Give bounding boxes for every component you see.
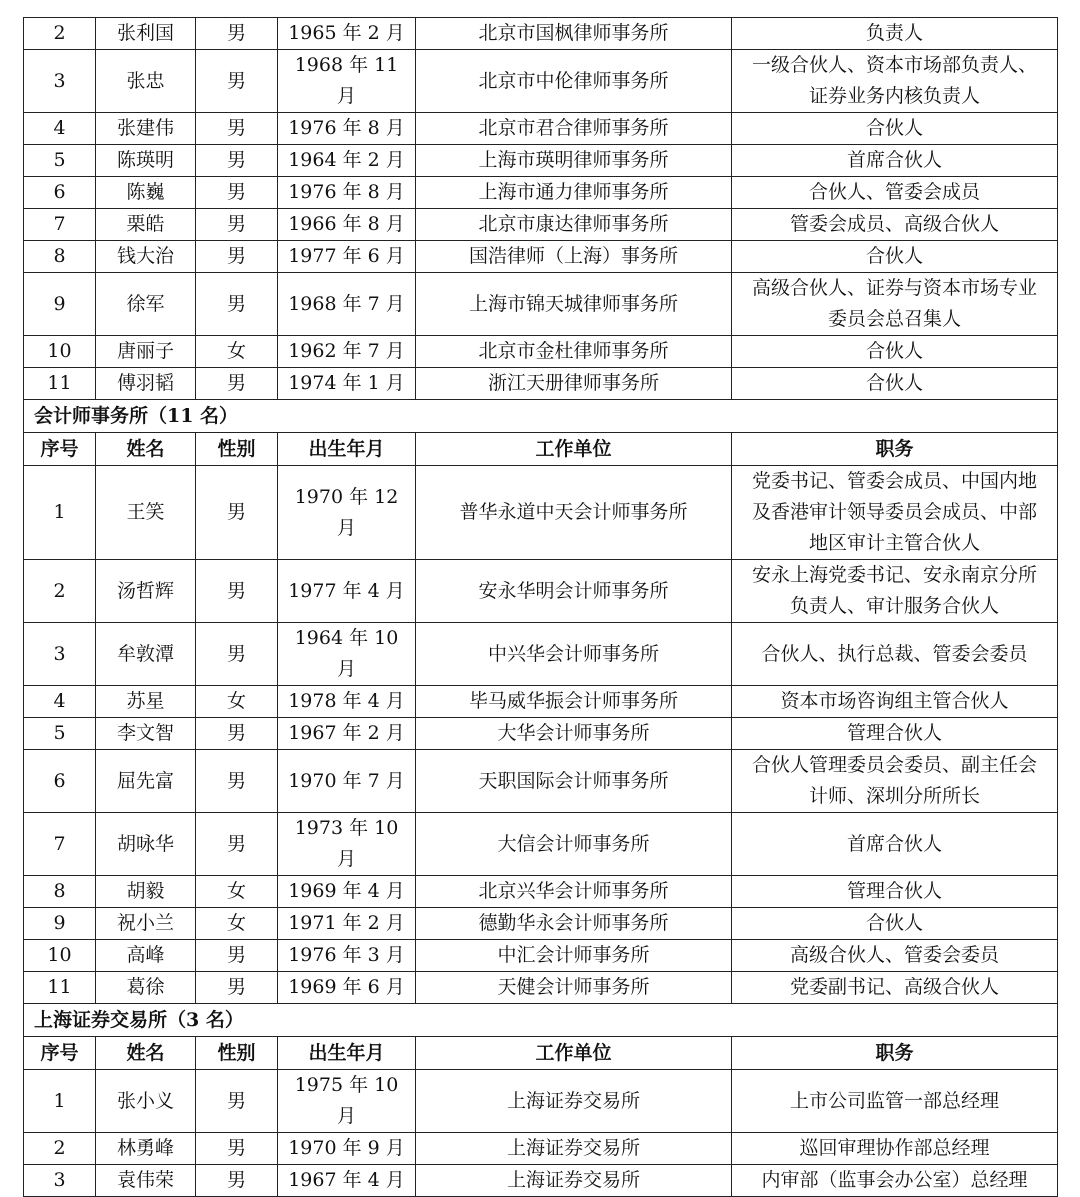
cell-name: 唐丽子	[96, 336, 196, 368]
cell-role	[732, 273, 1058, 336]
cell-role	[732, 908, 1058, 940]
cell-index: 2	[24, 1133, 96, 1165]
cell-role	[732, 813, 1058, 876]
role-line: 计师、深圳分所所长	[808, 785, 980, 807]
cell-index: 10	[24, 336, 96, 368]
cell-organization: 上海市瑛明律师事务所	[416, 145, 732, 177]
role-line: 合伙人管理委员会委员、副主任会	[751, 754, 1037, 776]
role-line: 一级合伙人、资本市场部负责人、	[751, 54, 1037, 76]
cell-role	[732, 241, 1058, 273]
cell-birth: 1969 年 6 月	[278, 972, 416, 1004]
cell-name: 傅羽韬	[96, 368, 196, 400]
cell-birth: 1966 年 8 月	[278, 209, 416, 241]
section-title-row	[24, 1004, 1058, 1037]
cell-role	[732, 18, 1058, 50]
cell-name: 王笑	[96, 466, 196, 560]
role-line: 委员会总召集人	[827, 308, 961, 330]
cell-name: 葛徐	[96, 972, 196, 1004]
cell-organization: 普华永道中天会计师事务所	[416, 466, 732, 560]
cell-gender: 男	[196, 750, 278, 813]
cell-index: 9	[24, 273, 96, 336]
cell-birth: 1965 年 2 月	[278, 18, 416, 50]
cell-gender: 男	[196, 623, 278, 686]
role-line: 负责人、审计服务合伙人	[789, 595, 999, 617]
cell-role	[732, 368, 1058, 400]
cell-gender: 男	[196, 368, 278, 400]
cell-index: 3	[24, 50, 96, 113]
cell-name: 钱大治	[96, 241, 196, 273]
cell-role	[732, 1070, 1058, 1133]
cell-index: 8	[24, 876, 96, 908]
cell-gender: 女	[196, 336, 278, 368]
table-row	[24, 1070, 1058, 1133]
role-line: 管委会成员、高级合伙人	[789, 213, 999, 235]
cell-birth: 1976 年 3 月	[278, 940, 416, 972]
table-row	[24, 686, 1058, 718]
role-line: 合伙人	[865, 340, 923, 362]
cell-name: 屈先富	[96, 750, 196, 813]
cell-gender: 女	[196, 876, 278, 908]
cell-index: 5	[24, 145, 96, 177]
cell-organization: 北京市金杜律师事务所	[416, 336, 732, 368]
cell-gender: 男	[196, 1070, 278, 1133]
cell-role	[732, 1165, 1058, 1197]
table-row	[24, 18, 1058, 50]
cell-birth: 1968 年 7 月	[278, 273, 416, 336]
cell-gender: 男	[196, 241, 278, 273]
cell-organization: 国浩律师（上海）事务所	[416, 241, 732, 273]
cell-organization: 毕马威华振会计师事务所	[416, 686, 732, 718]
cell-organization: 上海证券交易所	[416, 1133, 732, 1165]
cell-gender: 男	[196, 718, 278, 750]
role-line: 首席合伙人	[846, 149, 942, 171]
role-line: 内审部（监事会办公室）总经理	[761, 1169, 1028, 1191]
cell-role	[732, 623, 1058, 686]
cell-name: 胡毅	[96, 876, 196, 908]
table-row	[24, 718, 1058, 750]
role-line: 证券业务内核负责人	[808, 85, 980, 107]
cell-gender: 男	[196, 972, 278, 1004]
cell-organization: 上海证券交易所	[416, 1165, 732, 1197]
cell-role	[732, 750, 1058, 813]
cell-role	[732, 113, 1058, 145]
role-line: 首席合伙人	[846, 832, 942, 855]
cell-organization: 北京兴华会计师事务所	[416, 876, 732, 908]
cell-birth: 1968 年 11 月	[278, 50, 416, 113]
table-row	[24, 813, 1058, 876]
column-header-org: 工作单位	[416, 1037, 732, 1070]
role-line: 高级合伙人、证券与资本市场专业	[751, 277, 1037, 299]
cell-index: 5	[24, 718, 96, 750]
cell-index: 2	[24, 560, 96, 623]
section-title-row	[24, 400, 1058, 433]
table-row	[24, 241, 1058, 273]
table-row	[24, 972, 1058, 1004]
cell-index: 3	[24, 1165, 96, 1197]
cell-birth: 1977 年 4 月	[278, 560, 416, 623]
cell-organization: 中汇会计师事务所	[416, 940, 732, 972]
cell-index: 4	[24, 686, 96, 718]
cell-role	[732, 686, 1058, 718]
cell-birth: 1975 年 10 月	[278, 1070, 416, 1133]
role-line: 合伙人	[865, 912, 923, 934]
cell-gender: 男	[196, 813, 278, 876]
cell-name: 祝小兰	[96, 908, 196, 940]
cell-gender: 男	[196, 209, 278, 241]
table-row	[24, 273, 1058, 336]
role-line: 管理合伙人	[846, 722, 942, 744]
column-header-row	[24, 1037, 1058, 1070]
table-row	[24, 466, 1058, 560]
cell-role	[732, 336, 1058, 368]
role-line: 地区审计主管合伙人	[808, 532, 980, 554]
role-line: 党委书记、管委会成员、中国内地	[751, 470, 1037, 492]
table-row	[24, 623, 1058, 686]
table-row	[24, 908, 1058, 940]
cell-index: 10	[24, 940, 96, 972]
role-line: 巡回审理协作部总经理	[799, 1137, 990, 1159]
cell-organization: 天职国际会计师事务所	[416, 750, 732, 813]
cell-name: 袁伟荣	[96, 1165, 196, 1197]
column-header-org: 工作单位	[416, 433, 732, 466]
role-line: 安永上海党委书记、安永南京分所	[751, 564, 1037, 586]
column-header-birth: 出生年月	[278, 1037, 416, 1070]
column-header-name: 姓名	[96, 1037, 196, 1070]
cell-organization: 大信会计师事务所	[416, 813, 732, 876]
cell-organization: 北京市中伦律师事务所	[416, 50, 732, 113]
cell-gender: 女	[196, 908, 278, 940]
cell-name: 苏星	[96, 686, 196, 718]
cell-index: 11	[24, 972, 96, 1004]
cell-gender: 男	[196, 940, 278, 972]
table-row	[24, 1165, 1058, 1197]
cell-gender: 男	[196, 466, 278, 560]
cell-index: 6	[24, 750, 96, 813]
cell-birth: 1976 年 8 月	[278, 113, 416, 145]
cell-gender: 男	[196, 1133, 278, 1165]
column-header-role: 职务	[732, 1037, 1058, 1070]
cell-name: 牟敦潭	[96, 623, 196, 686]
cell-name: 张建伟	[96, 113, 196, 145]
cell-role	[732, 972, 1058, 1004]
table-row	[24, 368, 1058, 400]
cell-name: 陈巍	[96, 177, 196, 209]
cell-name: 胡咏华	[96, 813, 196, 876]
cell-birth: 1962 年 7 月	[278, 336, 416, 368]
table-row	[24, 50, 1058, 113]
cell-birth: 1970 年 12 月	[278, 466, 416, 560]
role-line: 上市公司监管一部总经理	[789, 1089, 999, 1112]
cell-role	[732, 145, 1058, 177]
cell-role	[732, 1133, 1058, 1165]
cell-organization: 大华会计师事务所	[416, 718, 732, 750]
cell-birth: 1970 年 9 月	[278, 1133, 416, 1165]
cell-role	[732, 718, 1058, 750]
personnel-table-body	[24, 18, 1058, 1197]
table-row	[24, 940, 1058, 972]
cell-role	[732, 876, 1058, 908]
table-row	[24, 1133, 1058, 1165]
cell-birth: 1971 年 2 月	[278, 908, 416, 940]
cell-gender: 男	[196, 50, 278, 113]
cell-index: 6	[24, 177, 96, 209]
column-header-role: 职务	[732, 433, 1058, 466]
cell-role	[732, 209, 1058, 241]
cell-birth: 1969 年 4 月	[278, 876, 416, 908]
cell-index: 4	[24, 113, 96, 145]
table-row	[24, 209, 1058, 241]
section-title: 会计师事务所（11 名）	[24, 400, 1058, 433]
role-line: 党委副书记、高级合伙人	[789, 976, 999, 998]
table-row	[24, 177, 1058, 209]
cell-name: 张利国	[96, 18, 196, 50]
column-header-birth: 出生年月	[278, 433, 416, 466]
cell-name: 高峰	[96, 940, 196, 972]
role-line: 合伙人	[865, 117, 923, 139]
cell-organization: 安永华明会计师事务所	[416, 560, 732, 623]
cell-birth: 1973 年 10 月	[278, 813, 416, 876]
cell-index: 11	[24, 368, 96, 400]
cell-organization: 北京市康达律师事务所	[416, 209, 732, 241]
table-row	[24, 750, 1058, 813]
personnel-table	[23, 17, 1058, 1197]
table-row	[24, 560, 1058, 623]
column-header-no: 序号	[24, 1037, 96, 1070]
role-line: 资本市场咨询组主管合伙人	[780, 690, 1009, 712]
cell-organization: 北京市国枫律师事务所	[416, 18, 732, 50]
cell-birth: 1964 年 10 月	[278, 623, 416, 686]
cell-gender: 女	[196, 686, 278, 718]
cell-index: 1	[24, 1070, 96, 1133]
cell-gender: 男	[196, 145, 278, 177]
table-row	[24, 113, 1058, 145]
role-line: 高级合伙人、管委会委员	[789, 944, 999, 966]
cell-index: 7	[24, 813, 96, 876]
cell-index: 9	[24, 908, 96, 940]
cell-birth: 1970 年 7 月	[278, 750, 416, 813]
cell-gender: 男	[196, 18, 278, 50]
cell-gender: 男	[196, 560, 278, 623]
cell-name: 栗皓	[96, 209, 196, 241]
column-header-gender: 性别	[196, 433, 278, 466]
cell-birth: 1977 年 6 月	[278, 241, 416, 273]
role-line: 合伙人	[865, 372, 923, 394]
role-line: 负责人	[865, 22, 923, 44]
cell-birth: 1967 年 2 月	[278, 718, 416, 750]
column-header-name: 姓名	[96, 433, 196, 466]
cell-gender: 男	[196, 113, 278, 145]
cell-role	[732, 50, 1058, 113]
cell-birth: 1976 年 8 月	[278, 177, 416, 209]
cell-index: 7	[24, 209, 96, 241]
role-line: 合伙人、管委会成员	[808, 181, 980, 203]
cell-gender: 男	[196, 273, 278, 336]
cell-organization: 上海市锦天城律师事务所	[416, 273, 732, 336]
cell-index: 8	[24, 241, 96, 273]
cell-birth: 1978 年 4 月	[278, 686, 416, 718]
table-row	[24, 876, 1058, 908]
table-row	[24, 145, 1058, 177]
cell-organization: 浙江天册律师事务所	[416, 368, 732, 400]
cell-organization: 上海市通力律师事务所	[416, 177, 732, 209]
cell-birth: 1964 年 2 月	[278, 145, 416, 177]
cell-index: 2	[24, 18, 96, 50]
cell-name: 林勇峰	[96, 1133, 196, 1165]
cell-birth: 1974 年 1 月	[278, 368, 416, 400]
role-line: 合伙人、执行总裁、管委会委员	[761, 642, 1028, 665]
role-line: 合伙人	[865, 245, 923, 267]
role-line: 及香港审计领导委员会成员、中部	[751, 501, 1037, 523]
cell-organization: 中兴华会计师事务所	[416, 623, 732, 686]
cell-index: 3	[24, 623, 96, 686]
cell-organization: 北京市君合律师事务所	[416, 113, 732, 145]
cell-role	[732, 560, 1058, 623]
cell-name: 张忠	[96, 50, 196, 113]
cell-organization: 天健会计师事务所	[416, 972, 732, 1004]
cell-role	[732, 177, 1058, 209]
cell-name: 李文智	[96, 718, 196, 750]
document-page	[23, 17, 1057, 1197]
section-title: 上海证券交易所（3 名）	[24, 1004, 1058, 1037]
cell-index: 1	[24, 466, 96, 560]
cell-name: 张小义	[96, 1070, 196, 1133]
cell-birth: 1967 年 4 月	[278, 1165, 416, 1197]
cell-role	[732, 940, 1058, 972]
cell-organization: 上海证券交易所	[416, 1070, 732, 1133]
cell-name: 陈瑛明	[96, 145, 196, 177]
column-header-row	[24, 433, 1058, 466]
cell-name: 汤哲辉	[96, 560, 196, 623]
column-header-gender: 性别	[196, 1037, 278, 1070]
role-line: 管理合伙人	[846, 880, 942, 902]
cell-gender: 男	[196, 177, 278, 209]
table-row	[24, 336, 1058, 368]
cell-organization: 德勤华永会计师事务所	[416, 908, 732, 940]
column-header-no: 序号	[24, 433, 96, 466]
cell-role	[732, 466, 1058, 560]
cell-gender: 男	[196, 1165, 278, 1197]
cell-name: 徐军	[96, 273, 196, 336]
